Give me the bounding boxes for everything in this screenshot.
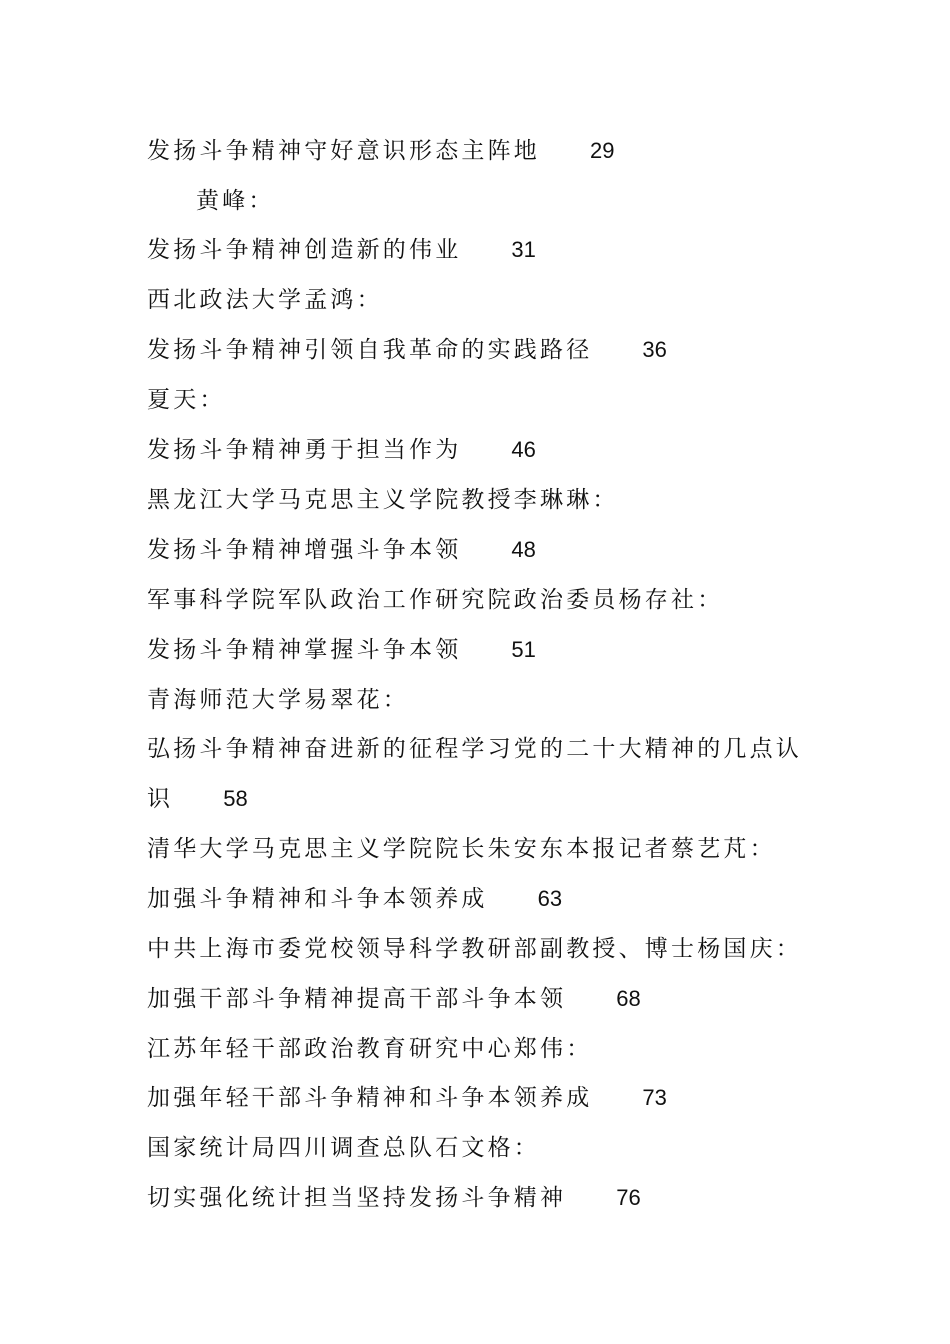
page-number: 48 xyxy=(511,537,536,562)
page-number: 63 xyxy=(537,886,563,911)
page-number: 51 xyxy=(511,637,536,662)
toc-entry-author: 黑龙江大学马克思主义学院教授李琳琳： xyxy=(147,487,619,513)
page-number: 76 xyxy=(616,1185,641,1210)
toc-entry-author: 中共上海市委党校领导科学教研部副教授、博士杨国庆： xyxy=(147,936,802,962)
toc-entry-title: 加强年轻干部斗争精神和斗争本领养成 73 xyxy=(147,1085,667,1111)
toc-entry-title: 发扬斗争精神勇于担当作为 46 xyxy=(147,437,536,463)
page-number: 31 xyxy=(511,237,536,262)
toc-entry-title: 加强斗争精神和斗争本领养成 63 xyxy=(147,886,563,912)
page-number: 58 xyxy=(223,786,248,811)
toc-entry-title: 弘扬斗争精神奋进新的征程学习党的二十大精神的几点认 xyxy=(147,736,802,762)
toc-entry-title-continued: 识 58 xyxy=(147,786,248,812)
toc-entry-title: 发扬斗争精神引领自我革命的实践路径 36 xyxy=(147,337,667,363)
toc-entry-title: 发扬斗争精神增强斗争本领 48 xyxy=(147,537,536,563)
toc-entry-title: 加强干部斗争精神提高干部斗争本领 68 xyxy=(147,986,641,1012)
toc-entry-author: 西北政法大学孟鸿： xyxy=(147,287,383,313)
toc-entry-author: 江苏年轻干部政治教育研究中心郑伟： xyxy=(147,1036,593,1062)
page-number: 36 xyxy=(642,337,667,362)
toc-entry-title: 发扬斗争精神创造新的伟业 31 xyxy=(147,237,536,263)
page-number: 29 xyxy=(590,138,615,163)
toc-entry-author: 清华大学马克思主义学院院长朱安东本报记者蔡艺芃： xyxy=(147,836,776,862)
toc-entry-author: 黄峰： xyxy=(196,188,275,214)
page-number: 46 xyxy=(511,437,536,462)
toc-entry-title: 发扬斗争精神掌握斗争本领 51 xyxy=(147,637,536,663)
toc-entry-title: 发扬斗争精神守好意识形态主阵地 29 xyxy=(147,138,615,164)
toc-entry-title: 切实强化统计担当坚持发扬斗争精神 76 xyxy=(147,1185,641,1211)
toc-entry-author: 军事科学院军队政治工作研究院政治委员杨存社： xyxy=(147,587,724,613)
toc-entry-author: 青海师范大学易翠花： xyxy=(147,687,409,713)
page-number: 73 xyxy=(642,1085,667,1110)
page-number: 68 xyxy=(616,986,641,1011)
toc-entry-author: 国家统计局四川调查总队石文格： xyxy=(147,1135,540,1161)
toc-entry-author: 夏天： xyxy=(147,387,226,413)
